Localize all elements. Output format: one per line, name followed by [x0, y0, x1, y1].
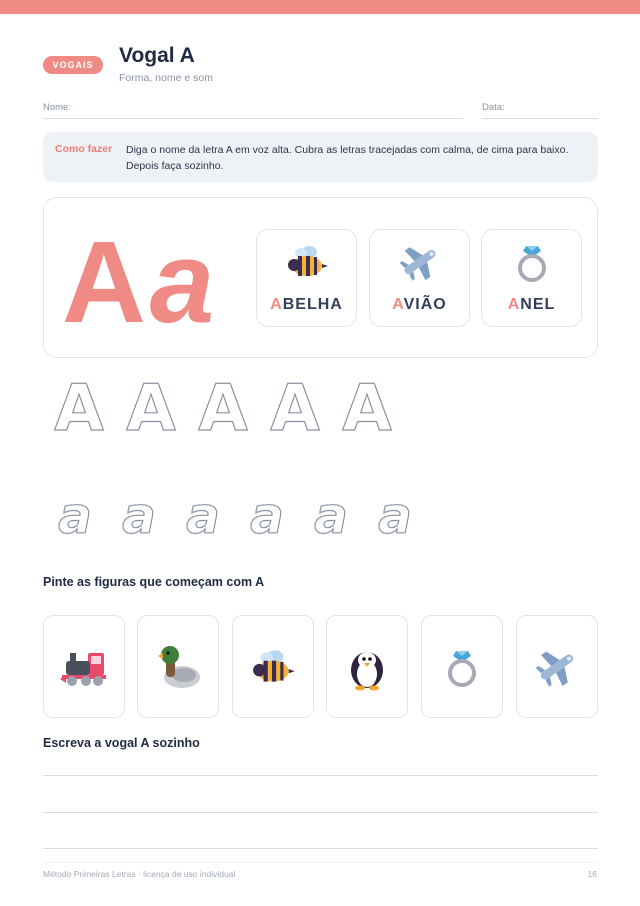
picture-card-train[interactable]	[43, 615, 125, 718]
trace-letter[interactable]: A	[342, 372, 392, 446]
trace-letter[interactable]: a	[58, 487, 92, 545]
word-label: AVIÃO	[392, 296, 447, 313]
airplane-icon	[370, 240, 469, 284]
word-label: ABELHA	[270, 296, 343, 313]
big-letter-display	[62, 217, 215, 347]
picture-card-bee[interactable]	[232, 615, 314, 718]
lowercase-tracing-row	[43, 486, 427, 546]
airplane-icon	[534, 645, 580, 689]
trace-letter[interactable]: A	[270, 372, 320, 446]
picture-card-airplane[interactable]	[516, 615, 598, 718]
date-field[interactable]	[482, 118, 598, 119]
instructions-label: Como fazer	[55, 143, 113, 155]
color-section-title: Pinte as figuras que começam com A	[43, 575, 265, 589]
bee-icon	[250, 647, 296, 687]
ring-icon	[442, 644, 482, 690]
writing-line[interactable]	[43, 775, 598, 776]
page-title: Vogal A	[119, 44, 195, 67]
trace-letter[interactable]: a	[122, 487, 156, 545]
word-card-aviao	[369, 229, 470, 327]
instructions-text: Diga o nome da letra A em voz alta. Cubra as letras tracejadas com calma, de cima para baixo. Depois faça sozinho.	[126, 144, 569, 172]
writing-line[interactable]	[43, 848, 598, 849]
top-accent-bar	[0, 0, 640, 14]
name-field[interactable]	[43, 118, 463, 119]
trace-letter[interactable]: A	[126, 372, 176, 446]
word-card-anel	[481, 229, 582, 327]
picture-card-ring[interactable]	[421, 615, 503, 718]
penguin-icon	[343, 642, 391, 692]
writing-section-title: Escreva a vogal A sozinho	[43, 736, 200, 750]
instructions-box	[43, 132, 598, 182]
trace-letter[interactable]: a	[186, 487, 220, 545]
trace-letter[interactable]: a	[250, 487, 284, 545]
duck-icon	[152, 643, 204, 691]
big-lowercase-letter: a	[149, 217, 215, 347]
word-label: ANEL	[507, 296, 556, 313]
ring-icon	[482, 240, 581, 284]
date-label: Data:	[482, 102, 505, 113]
writing-line[interactable]	[43, 812, 598, 813]
footer-divider	[43, 862, 598, 863]
big-uppercase-letter: A	[62, 217, 146, 347]
uppercase-tracing-row	[43, 374, 403, 444]
word-card-abelha	[256, 229, 357, 327]
trace-letter[interactable]: A	[54, 372, 104, 446]
picture-card-duck[interactable]	[137, 615, 219, 718]
train-icon	[58, 645, 110, 689]
footer-license: Método Primeiras Letras · licença de uso individual	[43, 869, 236, 879]
picture-card-penguin[interactable]	[326, 615, 408, 718]
trace-letter[interactable]: A	[198, 372, 248, 446]
page-subtitle: Forma, nome e som	[119, 72, 213, 84]
bee-icon	[257, 240, 356, 284]
page-number: 16	[587, 869, 597, 879]
category-badge: VOGAIS	[43, 56, 103, 74]
trace-letter[interactable]: a	[378, 487, 412, 545]
trace-letter[interactable]: a	[314, 487, 348, 545]
name-label: Nome:	[43, 102, 71, 113]
